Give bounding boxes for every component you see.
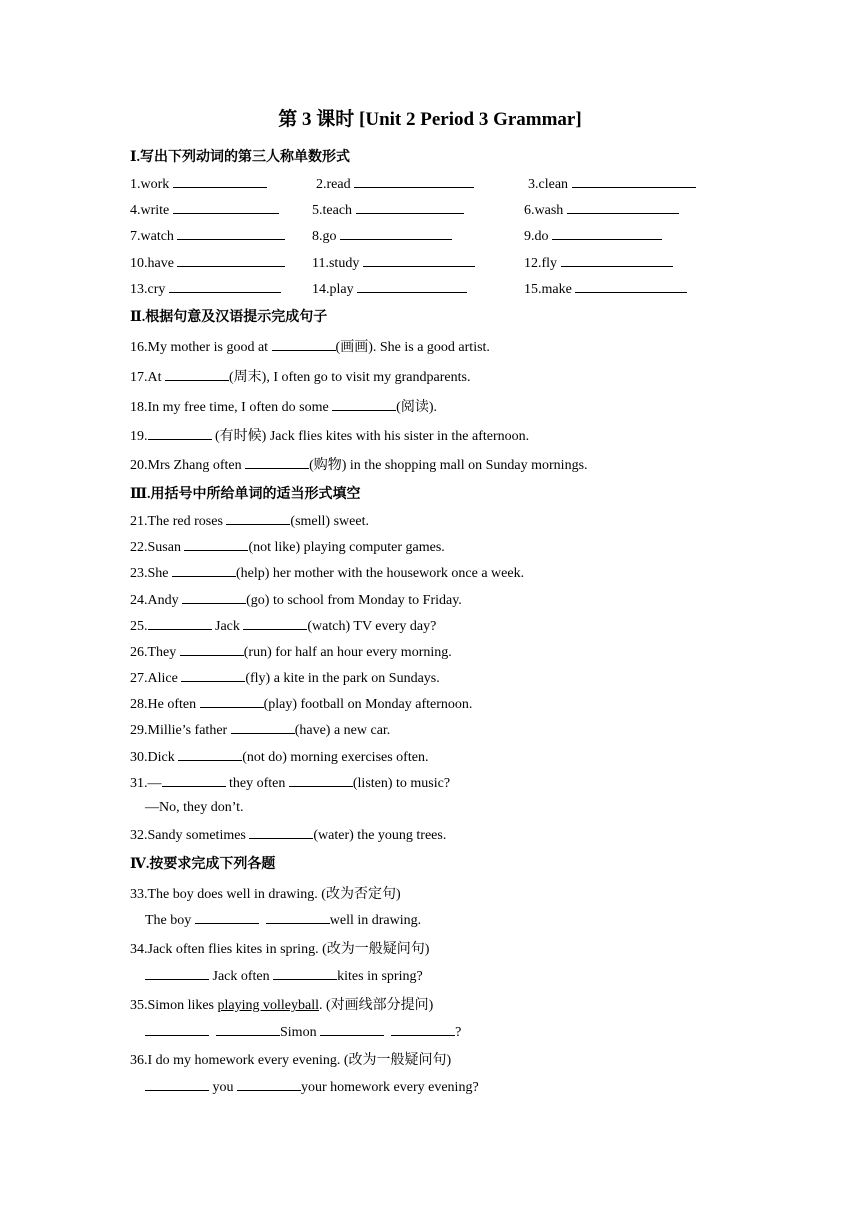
question-31: 31.— they often (listen) to music?	[130, 776, 451, 791]
answer-blank[interactable]	[177, 227, 285, 240]
verb-item: 1.work	[130, 175, 267, 193]
answer-blank[interactable]	[226, 512, 290, 525]
question-25: 25. Jack (watch) TV every day?	[130, 619, 437, 634]
answer-blank[interactable]	[181, 669, 245, 682]
answer-blank[interactable]	[177, 254, 285, 267]
question-31-answer: —No, they don’t.	[145, 800, 244, 815]
question-36: 36.I do my homework every evening. (改为一般疑问句)	[130, 1053, 452, 1068]
question-28: 28.He often (play) football on Monday afternoon.	[130, 697, 473, 712]
verb-item: 3.clean	[528, 175, 696, 193]
answer-blank[interactable]	[340, 227, 452, 240]
answer-blank[interactable]	[391, 1023, 455, 1036]
question-18: 18.In my free time, I often do some (阅读).	[130, 400, 437, 415]
section-1-heading: Ⅰ.写出下列动词的第三人称单数形式	[130, 150, 351, 165]
verb-item: 13.cry	[130, 280, 281, 298]
section-2-heading: Ⅱ.根据句意及汉语提示完成句子	[130, 310, 328, 325]
answer-blank[interactable]	[363, 254, 475, 267]
answer-blank[interactable]	[357, 280, 467, 293]
verb-item: 14.play	[312, 280, 467, 298]
answer-blank[interactable]	[216, 1023, 280, 1036]
verb-item: 7.watch	[130, 227, 285, 245]
verb-item: 9.do	[524, 227, 662, 245]
answer-blank[interactable]	[195, 911, 259, 924]
answer-blank[interactable]	[145, 967, 209, 980]
verb-item: 12.fly	[524, 254, 673, 272]
section-3-heading: Ⅲ.用括号中所给单词的适当形式填空	[130, 487, 361, 502]
question-23: 23.She (help) her mother with the housework once a week.	[130, 566, 525, 581]
section-4-heading: Ⅳ.按要求完成下列各题	[130, 857, 276, 872]
question-36-rewrite: you your homework every evening?	[145, 1078, 479, 1096]
answer-blank[interactable]	[165, 368, 229, 381]
answer-blank[interactable]	[320, 1023, 384, 1036]
answer-blank[interactable]	[200, 695, 264, 708]
verb-item: 5.teach	[312, 201, 464, 219]
answer-blank[interactable]	[182, 591, 246, 604]
question-30: 30.Dick (not do) morning exercises often.	[130, 750, 429, 765]
answer-blank[interactable]	[169, 280, 281, 293]
answer-blank[interactable]	[243, 617, 307, 630]
question-35: 35.Simon likes playing volleyball. (对画线部分提问)	[130, 998, 434, 1013]
answer-blank[interactable]	[575, 280, 687, 293]
answer-blank[interactable]	[273, 967, 337, 980]
verb-item: 11.study	[312, 254, 475, 272]
answer-blank[interactable]	[567, 201, 679, 214]
answer-blank[interactable]	[180, 643, 244, 656]
page-title: 第 3 课时 [Unit 2 Period 3 Grammar]	[278, 109, 582, 130]
question-20: 20.Mrs Zhang often (购物) in the shopping mall on Sunday mornings.	[130, 458, 588, 473]
question-16: 16.My mother is good at (画画). She is a good artist.	[130, 340, 490, 355]
answer-blank[interactable]	[561, 254, 673, 267]
question-26: 26.They (run) for half an hour every morning.	[130, 645, 452, 660]
answer-blank[interactable]	[145, 1078, 209, 1091]
answer-blank[interactable]	[148, 427, 212, 440]
question-24: 24.Andy (go) to school from Monday to Friday.	[130, 593, 462, 608]
answer-blank[interactable]	[354, 175, 474, 188]
answer-blank[interactable]	[245, 456, 309, 469]
verb-item: 6.wash	[524, 201, 679, 219]
question-21: 21.The red roses (smell) sweet.	[130, 514, 369, 529]
answer-blank[interactable]	[178, 748, 242, 761]
answer-blank[interactable]	[332, 398, 396, 411]
answer-blank[interactable]	[356, 201, 464, 214]
answer-blank[interactable]	[231, 721, 295, 734]
answer-blank[interactable]	[572, 175, 696, 188]
answer-blank[interactable]	[266, 911, 330, 924]
answer-blank[interactable]	[237, 1078, 301, 1091]
answer-blank[interactable]	[173, 201, 279, 214]
answer-blank[interactable]	[148, 617, 212, 630]
answer-blank[interactable]	[162, 774, 226, 787]
question-33: 33.The boy does well in drawing. (改为否定句)	[130, 887, 401, 902]
verb-item: 15.make	[524, 280, 687, 298]
question-29: 29.Millie’s father (have) a new car.	[130, 723, 391, 738]
verb-item: 4.write	[130, 201, 279, 219]
answer-blank[interactable]	[249, 826, 313, 839]
question-35-rewrite: Simon ?	[145, 1023, 461, 1041]
question-22: 22.Susan (not like) playing computer games.	[130, 540, 445, 555]
question-19: 19. (有时候) Jack flies kites with his sister in the afternoon.	[130, 429, 530, 444]
verb-item: 10.have	[130, 254, 285, 272]
answer-blank[interactable]	[184, 538, 248, 551]
answer-blank[interactable]	[552, 227, 662, 240]
question-17: 17.At (周末), I often go to visit my grandparents.	[130, 370, 471, 385]
answer-blank[interactable]	[173, 175, 267, 188]
question-32: 32.Sandy sometimes (water) the young trees.	[130, 828, 447, 843]
answer-blank[interactable]	[289, 774, 353, 787]
verb-item: 2.read	[316, 175, 474, 193]
verb-item: 8.go	[312, 227, 452, 245]
answer-blank[interactable]	[145, 1023, 209, 1036]
question-34: 34.Jack often flies kites in spring. (改为一般疑问句)	[130, 942, 430, 957]
question-34-rewrite: Jack often kites in spring?	[145, 967, 423, 985]
question-33-rewrite: The boy well in drawing.	[145, 913, 422, 928]
question-27: 27.Alice (fly) a kite in the park on Sundays.	[130, 671, 440, 686]
underlined-phrase: playing volleyball	[217, 998, 319, 1013]
answer-blank[interactable]	[172, 564, 236, 577]
answer-blank[interactable]	[272, 338, 336, 351]
